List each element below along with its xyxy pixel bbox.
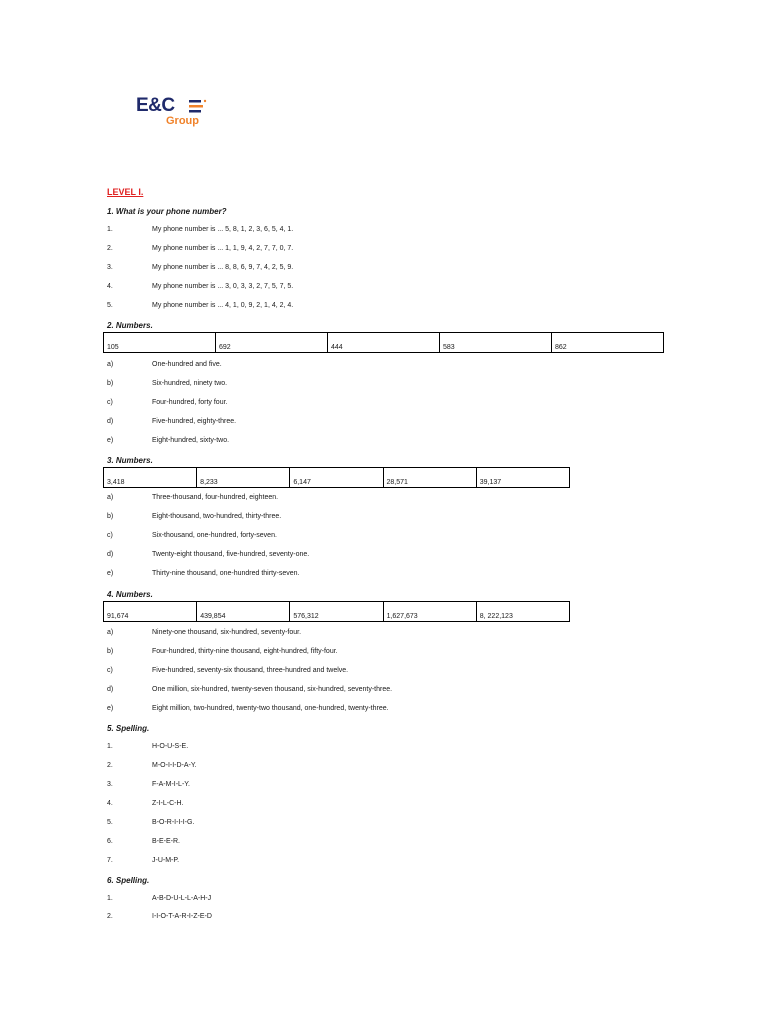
item-letter: c) <box>107 399 113 406</box>
item-number: 3. <box>107 781 113 788</box>
item-number: 1. <box>107 743 113 750</box>
item-text: B-O-R-I-I-I-G. <box>152 819 195 826</box>
item-text: Thirty-nine thousand, one-hundred thirty-seven. <box>152 570 300 577</box>
table-cell: 439,854 <box>197 602 290 622</box>
list-item <box>107 532 667 544</box>
item-number: 3. <box>107 264 113 271</box>
section-heading: 2. Numbers. <box>107 321 153 330</box>
item-text: My phone number is ... 1, 1, 9, 4, 2, 7, 7, 0, 7. <box>152 245 294 252</box>
item-letter: b) <box>107 513 114 520</box>
table-cell: 28,571 <box>383 468 476 488</box>
item-letter: b) <box>107 648 114 655</box>
item-text: Six-hundred, ninety two. <box>152 380 228 387</box>
item-letter: c) <box>107 532 113 539</box>
list-item <box>107 494 667 506</box>
table-cell: 583 <box>440 333 552 353</box>
item-letter: a) <box>107 361 114 368</box>
logo-subtext: Group <box>166 115 199 127</box>
list-item <box>107 686 667 698</box>
item-number: 7. <box>107 857 113 864</box>
item-text: M-O-I-I-D-A-Y. <box>152 762 197 769</box>
table-cell: 39,137 <box>476 468 569 488</box>
list-item <box>107 762 667 774</box>
list-item <box>107 399 667 411</box>
item-text: Twenty-eight thousand, five-hundred, seventy-one. <box>152 551 310 558</box>
list-item <box>107 913 667 925</box>
item-text: Eight-hundred, sixty-two. <box>152 437 230 444</box>
list-item <box>107 857 667 869</box>
table-cell: 576,312 <box>290 602 383 622</box>
table-cell: 8,233 <box>197 468 290 488</box>
list-item <box>107 648 667 660</box>
list-item <box>107 551 667 563</box>
section-heading: 1. What is your phone number? <box>107 207 227 216</box>
list-item <box>107 361 667 373</box>
list-item <box>107 380 667 392</box>
item-number: 6. <box>107 838 113 845</box>
item-text: Five-hundred, eighty-three. <box>152 418 237 425</box>
item-letter: e) <box>107 437 114 444</box>
list-item <box>107 302 667 314</box>
numbers-table <box>103 332 664 353</box>
table-cell: 692 <box>216 333 328 353</box>
numbers-table <box>103 467 570 488</box>
item-text: Eight-thousand, two-hundred, thirty-three. <box>152 513 282 520</box>
item-text: My phone number is ... 8, 8, 6, 9, 7, 4, 2, 5, 9. <box>152 264 294 271</box>
list-item <box>107 226 667 238</box>
item-number: 1. <box>107 226 113 233</box>
item-text: H-O-U-S-E. <box>152 743 189 750</box>
item-text: J-U-M-P. <box>152 857 180 864</box>
list-item <box>107 513 667 525</box>
item-letter: d) <box>107 686 114 693</box>
list-item <box>107 895 667 907</box>
item-number: 2. <box>107 245 113 252</box>
item-number: 5. <box>107 819 113 826</box>
level-title: LEVEL I. <box>107 187 144 197</box>
item-text: Six-thousand, one-hundred, forty-seven. <box>152 532 277 539</box>
item-letter: a) <box>107 629 114 636</box>
table-cell: 91,674 <box>104 602 197 622</box>
table-cell: 444 <box>328 333 440 353</box>
item-text: A-B-D-U-L-L-A-H-J <box>152 895 212 902</box>
table-cell: 105 <box>104 333 216 353</box>
list-item <box>107 264 667 276</box>
section-heading: 3. Numbers. <box>107 456 153 465</box>
item-number: 5. <box>107 302 113 309</box>
list-item <box>107 743 667 755</box>
item-text: Z-I-L-C-H. <box>152 800 184 807</box>
numbers-table <box>103 601 570 622</box>
list-item <box>107 418 667 430</box>
item-text: My phone number is ... 5, 8, 1, 2, 3, 6, 5, 4, 1. <box>152 226 294 233</box>
item-number: 2. <box>107 913 113 920</box>
item-letter: e) <box>107 570 114 577</box>
list-item <box>107 667 667 679</box>
list-item <box>107 629 667 641</box>
item-text: B-E-E-R. <box>152 838 180 845</box>
item-text: I-I-O-T-A-R-I-Z-E-D <box>152 913 212 920</box>
item-text: F-A-M-I-L-Y. <box>152 781 190 788</box>
item-letter: d) <box>107 418 114 425</box>
list-item <box>107 245 667 257</box>
item-letter: b) <box>107 380 114 387</box>
list-item <box>107 570 667 582</box>
list-item <box>107 705 667 717</box>
item-letter: e) <box>107 705 114 712</box>
table-cell: 8, 222,123 <box>476 602 569 622</box>
section-heading: 4. Numbers. <box>107 590 153 599</box>
list-item <box>107 800 667 812</box>
item-number: 4. <box>107 283 113 290</box>
table-cell: 6,147 <box>290 468 383 488</box>
item-number: 2. <box>107 762 113 769</box>
list-item <box>107 838 667 850</box>
item-number: 1. <box>107 895 113 902</box>
section-heading: 5. Spelling. <box>107 724 150 733</box>
list-item <box>107 819 667 831</box>
section-heading: 6. Spelling. <box>107 876 150 885</box>
list-item <box>107 283 667 295</box>
item-text: My phone number is ... 3, 0, 3, 3, 2, 7, 5, 7, 5. <box>152 283 294 290</box>
table-cell: 862 <box>552 333 664 353</box>
table-cell: 3,418 <box>104 468 197 488</box>
item-letter: a) <box>107 494 114 501</box>
item-number: 4. <box>107 800 113 807</box>
item-text: Four-hundred, forty four. <box>152 399 228 406</box>
item-letter: c) <box>107 667 113 674</box>
list-item <box>107 437 667 449</box>
logo-text: E&C <box>136 95 175 116</box>
item-text: Four-hundred, thirty-nine thousand, eight-hundred, fifty-four. <box>152 648 338 655</box>
item-text: My phone number is ... 4, 1, 0, 9, 2, 1, 4, 2, 4. <box>152 302 294 309</box>
item-text: One-hundred and five. <box>152 361 222 368</box>
item-text: One million, six-hundred, twenty-seven thousand, six-hundred, seventy-three. <box>152 686 393 693</box>
table-cell: 1,627,673 <box>383 602 476 622</box>
item-text: Five-hundred, seventy-six thousand, three-hundred and twelve. <box>152 667 349 674</box>
item-text: Ninety-one thousand, six-hundred, seventy-four. <box>152 629 302 636</box>
item-text: Three-thousand, four-hundred, eighteen. <box>152 494 279 501</box>
list-item <box>107 781 667 793</box>
item-text: Eight million, two-hundred, twenty-two thousand, one-hundred, twenty-three. <box>152 705 389 712</box>
item-letter: d) <box>107 551 114 558</box>
company-logo <box>136 96 216 132</box>
